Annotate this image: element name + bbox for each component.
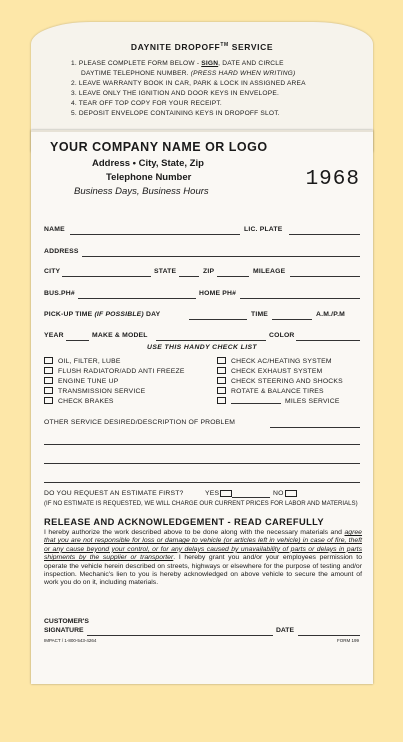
checklist-item[interactable]: ENGINE TUNE UP [44,377,118,385]
other-service-field-4[interactable] [44,482,360,483]
mileage-label: MILEAGE [253,268,286,275]
checklist-item[interactable]: CHECK EXHAUST SYSTEM [217,367,323,375]
mileage-field[interactable] [290,276,360,277]
checkbox[interactable] [217,367,226,374]
name-field[interactable] [70,234,240,235]
checklist-title: USE THIS HANDY CHECK LIST [147,344,257,351]
make-model-label: MAKE & MODEL [92,332,148,339]
signature-label-1: CUSTOMER'S [44,618,89,625]
lic-plate-field[interactable] [289,234,360,235]
other-service-field-2[interactable] [44,444,360,445]
home-phone-label: HOME PH# [199,290,237,297]
color-field[interactable] [296,340,360,341]
checklist-item[interactable]: MILES SERVICE [217,397,340,405]
name-label: NAME [44,226,65,233]
checklist-item[interactable]: OIL, FILTER, LUBE [44,357,121,365]
estimate-yes-checkbox[interactable] [220,490,232,497]
year-label: YEAR [44,332,64,339]
signature-field[interactable] [87,635,273,636]
checkbox[interactable] [44,367,53,374]
address-field[interactable] [82,256,360,257]
footer-form-number: FORM 199 [337,638,360,643]
time-label: TIME [251,311,269,318]
date-field[interactable] [298,635,360,636]
instruction-4: 4. TEAR OFF TOP COPY FOR YOUR RECEIPT. [71,99,222,107]
envelope-form [31,130,373,684]
instructions-list [71,59,371,118]
home-phone-field[interactable] [240,298,360,299]
instruction-1-cont: DAYTIME TELEPHONE NUMBER. (PRESS HARD WHEN WRITING) [81,69,296,77]
checklist-item[interactable]: TRANSMISSION SERVICE [44,387,145,395]
company-block [50,140,268,197]
checkbox[interactable] [44,387,53,394]
miles-field[interactable] [231,397,281,404]
checklist-item[interactable]: ROTATE & BALANCE TIRES [217,387,324,395]
estimate-question: DO YOU REQUEST AN ESTIMATE FIRST? [44,490,184,497]
estimate-yes-label: YES [205,490,220,497]
checklist-item[interactable]: FLUSH RADIATOR/ADD ANTI FREEZE [44,367,185,375]
company-hours: Business Days, Business Hours [74,186,209,197]
company-phone: Telephone Number [106,172,192,183]
lic-plate-label: LIC. PLATE [244,226,283,233]
state-label: STATE [154,268,177,275]
make-model-field[interactable] [156,340,266,341]
other-service-label: OTHER SERVICE DESIRED/DESCRIPTION OF PROBLEM [44,419,236,426]
release-title: RELEASE AND ACKNOWLEDGEMENT - READ CAREFULLY [44,517,324,527]
instruction-2: 2. LEAVE WARRANTY BOOK IN CAR, PARK & LOCK IN ASSIGNED AREA [71,79,306,87]
footer-impact: IMPACT / 1-800-543-4264 [44,638,97,643]
checkbox[interactable] [217,377,226,384]
instruction-3: 3. LEAVE ONLY THE IGNITION AND DOOR KEYS IN ENVELOPE. [71,89,279,97]
company-name: YOUR COMPANY NAME OR LOGO [50,140,268,154]
checklist-item[interactable]: CHECK STEERING AND SHOCKS [217,377,343,385]
release-text: I hereby authorize the work described above to be done along with the necessary materials and agree that you are not responsible for loss or damage to vehicle (or articles left in vehicle) in case of fire, theft or any cause beyond your control, or for any delays caused by unavailability of parts or delays in parts shipments by the supplier or transporter. I hereby grant you and/or your employees permission to operate the vehicle herein described on streets, highways or elsewhere for the purpose of testing and/or inspection. Mechanic's lien to you is hereby acknowledged on above vehicle to secure the amount of work you do on it, including materials. [44,529,362,587]
date-label: DATE [276,627,294,634]
other-service-field-3[interactable] [44,463,360,464]
signature-label-2: SIGNATURE [44,627,84,634]
year-field[interactable] [66,340,89,341]
zip-field[interactable] [217,276,249,277]
bus-phone-field[interactable] [78,298,196,299]
time-field[interactable] [272,319,312,320]
checklist-item[interactable]: CHECK BRAKES [44,397,114,405]
estimate-no-checkbox[interactable] [285,490,297,497]
bus-phone-label: BUS.PH# [44,290,75,297]
estimate-no-label: NO [273,490,284,497]
estimate-note: (IF NO ESTIMATE IS REQUESTED, WE WILL CHARGE OUR CURRENT PRICES FOR LABOR AND MATERIALS) [44,500,358,507]
checkbox[interactable] [217,357,226,364]
pickup-label: PICK-UP TIME (IF POSSIBLE) DAY [44,311,161,318]
color-label: COLOR [269,332,295,339]
checkbox[interactable] [44,377,53,384]
state-field[interactable] [179,276,199,277]
instruction-1: 1. PLEASE COMPLETE FORM BELOW - SIGN, DATE AND CIRCLE [71,60,284,67]
checkbox[interactable] [217,387,226,394]
estimate-yes-line [232,497,270,498]
instruction-5: 5. DEPOSIT ENVELOPE CONTAINING KEYS IN DROPOFF SLOT. [71,109,280,117]
address-label: ADDRESS [44,248,79,255]
checkbox[interactable] [44,397,53,404]
checkbox[interactable] [44,357,53,364]
other-service-field-1[interactable] [270,427,360,428]
company-address: Address • City, State, Zip [92,158,204,169]
checklist-item[interactable]: CHECK AC/HEATING SYSTEM [217,357,332,365]
city-label: CITY [44,268,61,275]
zip-label: ZIP [203,268,215,275]
flap-title: DAYNITE DROPOFF™ SERVICE [130,42,274,52]
serial-number: 1968 [305,168,360,191]
checkbox[interactable] [217,397,226,404]
city-field[interactable] [62,276,151,277]
am-pm-label: A.M./P.M [316,311,346,318]
pickup-day-field[interactable] [189,319,247,320]
